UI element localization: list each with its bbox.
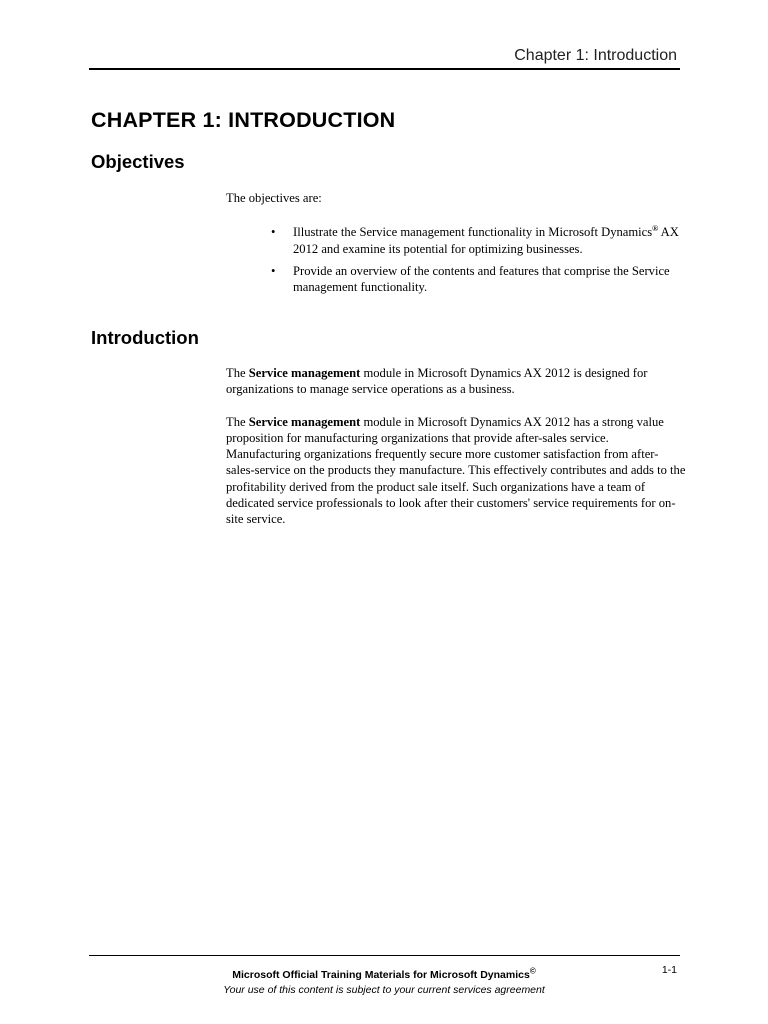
introduction-heading: Introduction [91, 327, 199, 348]
running-header: Chapter 1: Introduction [514, 47, 677, 64]
objectives-heading: Objectives [91, 151, 185, 172]
objective-2-text: Provide an overview of the contents and features that comprise the Service management functionality. [293, 263, 670, 295]
introduction-section [226, 365, 686, 528]
footer-rule [89, 955, 680, 956]
footer-title [0, 966, 768, 981]
header-rule [89, 68, 680, 70]
page-number: 1-1 [661, 964, 677, 976]
objectives-list [226, 224, 686, 295]
intro-paragraph-2 [226, 414, 686, 528]
intro-p1-rest: module in Microsoft Dynamics AX 2012 is designed for organizations to manage service operations as a business. [226, 366, 648, 397]
objective-1-text-a: Illustrate the Service management functionality in Microsoft Dynamics [293, 225, 653, 240]
intro-p2-bold: Service management [248, 414, 361, 429]
objective-item-1 [226, 224, 686, 257]
bullet-icon: • [271, 225, 276, 240]
footer-title-text: Microsoft Official Training Materials for Microsoft Dynamics [232, 969, 530, 981]
intro-p1-lead: The [226, 366, 249, 380]
chapter-title: CHAPTER 1: INTRODUCTION [91, 108, 396, 132]
bullet-icon: • [271, 263, 276, 278]
objective-1-text-b: AX 2012 and examine its potential for optimizing businesses. [293, 225, 679, 256]
intro-p2-lead: The [226, 414, 249, 429]
intro-p1-bold: Service management [248, 366, 361, 380]
copyright-mark: © [529, 966, 536, 976]
objective-item-2 [226, 263, 686, 296]
intro-paragraph-1 [226, 365, 686, 398]
registered-mark: ® [652, 224, 659, 234]
intro-p2-rest: module in Microsoft Dynamics AX 2012 has a strong value proposition for manufacturing organizations that provide after-sales service. Manufacturing organizations frequently secure more customer satisfaction from after-sales-service on the products they manufacture. This effectively contributes and adds to the profitability derived from the product sale itself. Such organizations have a team of dedicated service professionals to look after their customers' service requirements for on-site service. [226, 414, 686, 527]
objectives-intro: The objectives are: [226, 191, 322, 205]
footer-notice: Your use of this content is subject to your current services agreement [223, 984, 545, 996]
objectives-section [226, 190, 686, 301]
